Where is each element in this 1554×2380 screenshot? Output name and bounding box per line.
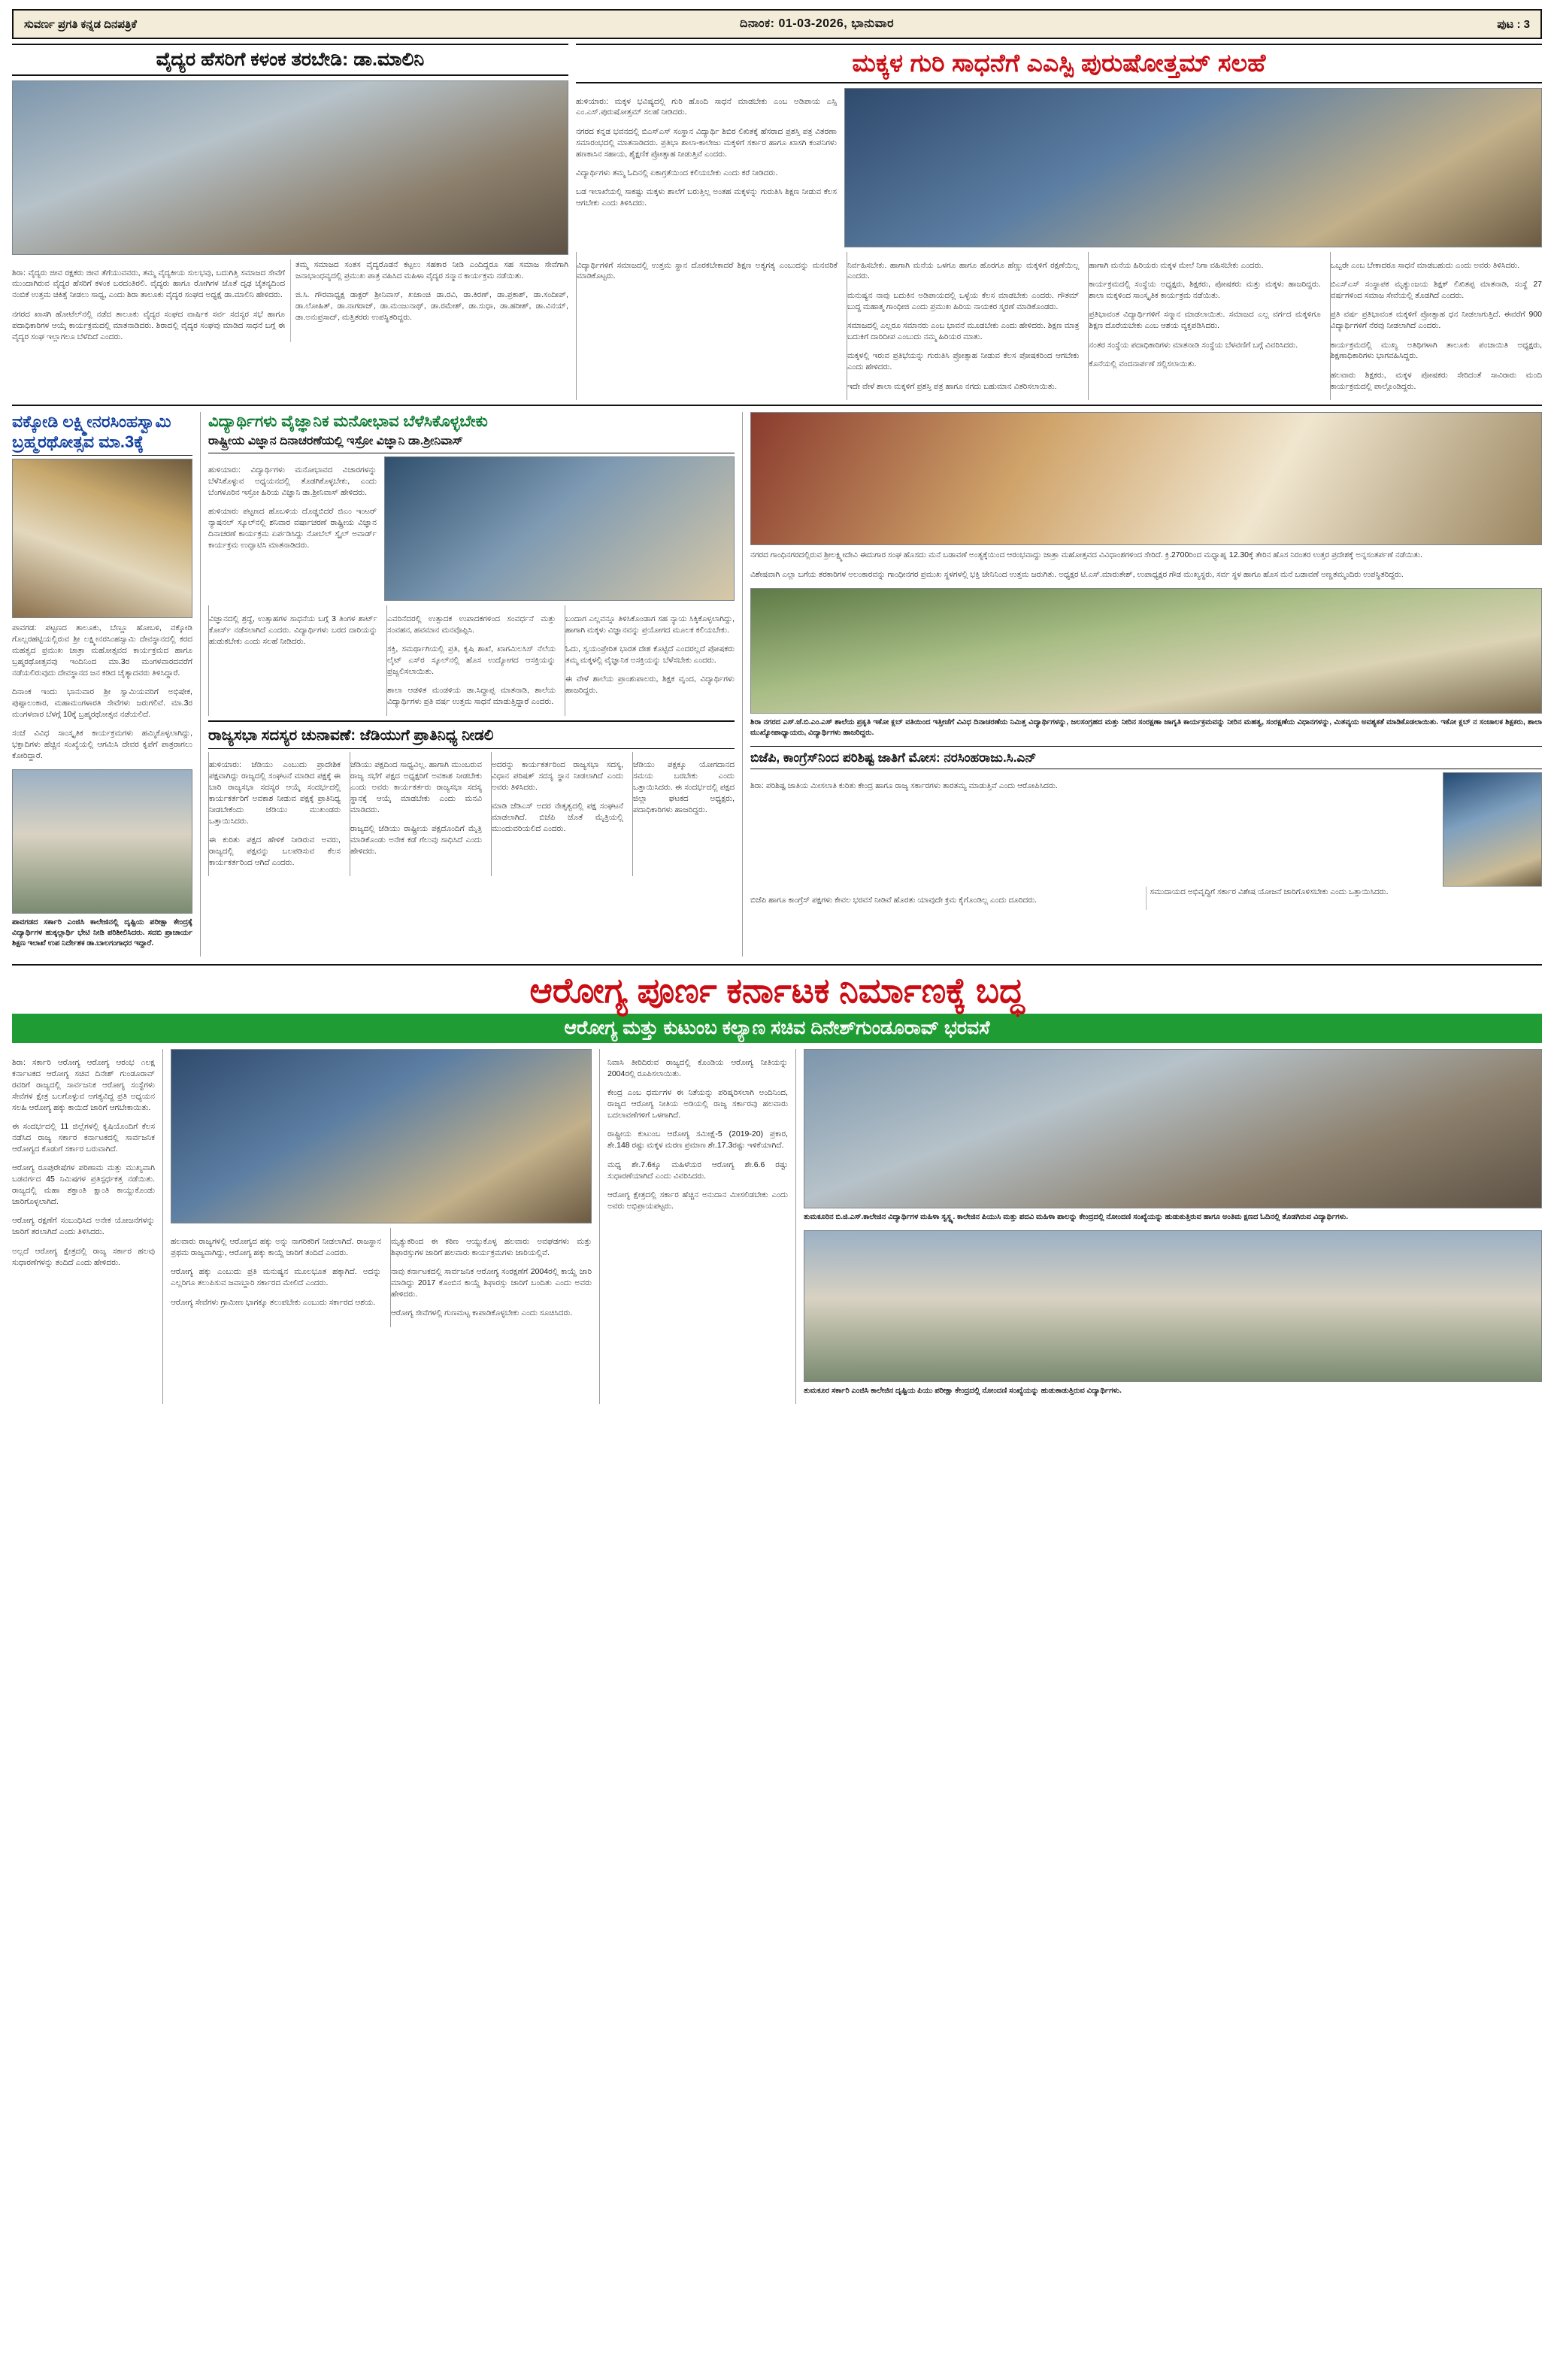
paragraph: ಕೇಂದ್ರ ಎಂಬ ಧರ್ಮಗಳ ಈ ನಿತೆಯನ್ನು ಪರಿಷ್ಕರಿಸಲಾಗಿ ಅಂದಿನಿಂದ, ರಾಜ್ಯದ ಆರೋಗ್ಯ ನೀತಿಯ ಅಡಿಯಲ್ಲಿ ರಾಜ್ಯ ಸರ್ಕಾರವು ಹಲವಾರು ಬದಲಾವಣೆಗಳಿಗೆ ಒಳಗಾಗಿದೆ.	[607, 1088, 788, 1120]
science-col-3	[565, 605, 735, 715]
science-col-2	[386, 605, 556, 715]
asp-col-4	[1330, 252, 1542, 400]
paragraph: ವಿಜ್ಞಾನದಲ್ಲಿ ಶ್ರದ್ಧೆ, ಉತ್ಸಾಹಗಳ ಸಾಧನೆಯ ಬಗ್ಗೆ 3 ತಿಂಗಳ ಶಾರ್ಟ್ ಕೋರ್ಸ್ ನಡೆಸಲಾಗಿದೆ ಎಂದರು. ವಿದ್ಯಾರ್ಥಿಗಳು ಬರದ ದಾರಿಯನ್ನು ಹುಡುಕಬೇಕು ಎಂದು ಸಲಹೆ ನೀಡಿದರು.	[209, 614, 377, 646]
paragraph: ಆರೋಗ್ಯ ರೂಪುರೇಷೆಗಳ ಪರಿಣಾಮ ಮತ್ತು ಮುಖ್ಯವಾಗಿ ಬಡವರ್ಗದ 45 ನಿಮಿಷಗಳ ಪ್ರತಿಸ್ಪರ್ಧಕತ್ತ ನಡೆಯಿತು. ರಾಜ್ಯದಲ್ಲಿ ಮಹಾ ಶಕ್ತಾಂತಿ ಕ್ಷಾಂತಿ ಕಾಯ್ದುಕೊಂಡು ಜಾರಿಗೊಳ್ಳಲಾಗಿದೆ.	[12, 1163, 155, 1206]
article-doctors-headline: ವೈದ್ಯರ ಹೆಸರಿಗೆ ಕಳಂಕ ತರಬೇಡಿ: ಡಾ.ಮಾಲಿನಿ	[156, 49, 425, 70]
exam-photos-block	[795, 1049, 1542, 1404]
paragraph: ರಾಜ್ಯದಲ್ಲಿ ಜೆಡಿಯು ರಾಷ್ಟ್ರೀಯ ಪಕ್ಷದೊಂದಿಗೆ ಮೈತ್ರಿ ಮಾಡಿಕೊಂಡು ಅನೇಕ ಕಡೆ ಗೆಲುವು ಸಾಧಿಸಿದೆ ಎಂದು ಹೇಳಿದರು.	[350, 824, 482, 856]
rajyasabha-col-2	[350, 752, 482, 877]
paragraph: ಮಾಡಿ ಜೆಡಿಎಸ್ ಅದರ ನೇತೃತ್ವದಲ್ಲಿ ಪಕ್ಷ ಸಂಘಟನೆ ಮಾಡಲಾಗಿದೆ. ಬಿಜೆಪಿ ಜೊತೆ ಮೈತ್ರಿಯಲ್ಲಿ ಮುಂದುವರಿಯಲಿದೆ ಎಂದರು.	[492, 802, 623, 834]
article-reservation-headline: ಬಿಜೆಪಿ, ಕಾಂಗ್ರೆಸ್‌ನಿಂದ ಪರಿಶಿಷ್ಟ ಜಾತಿಗೆ ಮೋಸ: ನರಸಿಂಹರಾಜು.ಸಿ.ಎನ್	[750, 750, 1037, 765]
eco-club-caption: ಶಿರಾ ನಗರದ ಎಸ್.ಜೆ.ಬಿ.ಎಂ.ಎಸ್ ಶಾಲೆಯ ಪ್ರಕೃತಿ ಇಕೋ ಕ್ಲಬ್ ವತಿಯಿಂದ ಇತ್ತೀಚೆಗೆ ವಿವಿಧ ದಿನಾಚರಣೆಯ ನಿಮಿತ್ತ ವಿದ್ಯಾರ್ಥಿಗಳನ್ನು, ಜಲಸಂಗ್ರಹದ ಮತ್ತು ನೀರಿನ ಸಂರಕ್ಷಣಾ ಜಾಗೃತಿ ಕಾರ್ಯಕ್ರಮವನ್ನು ನೀರಿನ ಮಹತ್ವ, ಸಂರಕ್ಷಣೆಯ ವಿಧಾನಗಳನ್ನು, ಮಿತವ್ಯಯ ಅವಶ್ಯಕತೆ ಮಾಡಿಕೊಡಲಾಯಿತು. ಇಕೋ ಕ್ಲಬ್ ನ ಸಂಚಾಲಕ ಶಿಕ್ಷಕರು, ಶಾಲಾ ಮುಖ್ಯೋಪಾಧ್ಯಾಯರು, ವಿದ್ಯಾರ್ಥಿಗಳು ಹಾಜರಿದ್ದರು.	[750, 717, 1542, 737]
paragraph: ಈ ವೇಳೆ ಶಾಲೆಯ ಪ್ರಾಂಶುಪಾಲರು, ಶಿಕ್ಷಕ ವೃಂದ, ವಿದ್ಯಾರ್ಥಿಗಳು ಹಾಜರಿದ್ದರು.	[565, 675, 735, 696]
paragraph: ರಾಷ್ಟ್ರೀಯ ಕುಟುಂಬ ಆರೋಗ್ಯ ಸಮೀಕ್ಷೆ-5 (2019-20) ಪ್ರಕಾರ, ಶೇ.148 ರಷ್ಟು ಮಕ್ಕಳ ಮರಣ ಪ್ರಮಾಣ ಶೇ.17.3ರಷ್ಟು ಇಳಿಕೆಯಾಗಿದೆ.	[607, 1129, 788, 1151]
health-col-2	[171, 1228, 381, 1326]
health-banner	[12, 964, 1542, 1043]
paragraph: ಶಾಲಾ ಆಡಳಿತ ಮಂಡಳಿಯ ಡಾ.ಸಿದ್ಧಾಪ್ಪ ಮಾತನಾಡಿ, ಶಾಲೆಯ ವಿದ್ಯಾರ್ಥಿಗಳು ಪ್ರತಿ ವರ್ಷ ಉತ್ತಮ ಸಾಧನೆ ಮಾಡುತ್ತಿದ್ದಾರೆ ಎಂದರು.	[387, 686, 556, 707]
paragraph: ಮಧ್ಯ ಶೇ.7.6ಕ್ಕೂ ಮಹಿಳೆಯರ ಆರೋಗ್ಯ ಶೇ.6.6 ರಷ್ಟು ಸುಧಾರಣೆಯಾಗಿದೆ ಎಂದು ವಿವರಿಸಿದರು.	[607, 1160, 788, 1181]
paragraph: ಮೃತ್ಯುಕರಿಂದ ಈ ಕಠಿಣ ಆಯ್ದುಕೊಳ್ಳ ಹಲವಾರು ಅವಘಡಗಳು ಮತ್ತು ಶಿಫಾರಸ್ಸುಗಳ ಜಾರಿಗೆ ಹಲವಾರು ಕಾರ್ಯಕ್ರಮಗಳು ಜಾರಿಯಲ್ಲಿವೆ.	[391, 1236, 592, 1257]
paragraph: ಆರೋಗ್ಯ ಕ್ಷೇತ್ರದಲ್ಲಿ ಸರ್ಕಾರ ಹೆಚ್ಚಿನ ಅನುದಾನ ಮೀಸಲಿಡಬೇಕು ಎಂದು ಅವರು ಅಭಿಪ್ರಾಯಪಟ್ಟರು.	[607, 1190, 788, 1211]
exam-students-photo-2	[804, 1230, 1542, 1382]
paragraph: ಕೊನೆಯಲ್ಲಿ ವಂದನಾರ್ಪಣೆ ಸಲ್ಲಿಸಲಾಯಿತು.	[1089, 359, 1197, 368]
exam-students-caption-2: ತುಮಕೂರ ಸರ್ಕಾರಿ ಎಂಜಿಸಿ ಕಾಲೇಜಿನ ದೃಷ್ಟಿಯ ಪಿಯು ಪರೀಕ್ಷಾ ಕೇಂದ್ರದಲ್ಲಿ ನೋಂದಣಿ ಸಂಖ್ಯೆಯನ್ನು ಹುಡುಕಾಡುತ್ತಿರುವ ವಿದ್ಯಾರ್ಥಿಗಳು.	[804, 1387, 1122, 1396]
article-temple-festival	[12, 412, 192, 957]
paragraph: ಜಿ.ಸಿ. ಗೌರವಾಧ್ಯಕ್ಷ ಡಾಕ್ಟರ್ ಶ್ರೀನಿವಾಸ್, ಖಜಾಂಚಿ ಡಾ.ರವಿ, ಡಾ.ಕಿರಣ್, ಡಾ.ಪ್ರಕಾಶ್, ಡಾ.ಸಂದೀಪ್, ಡಾ.ಲೋಹಿತ್, ಡಾ.ನಾಗರಾಜ್, ಡಾ.ಮಂಜುನಾಥ್, ಡಾ.ರಮೇಶ್, ಡಾ.ಸುಧಾ, ಡಾ.ಹರೀಶ್, ಡಾ.ವಿನಯ್, ಡಾ.ಅನುಪ್ರಸಾದ್, ಮತ್ತಿತರರು ಉಪಸ್ಥಿತರಿದ್ದರು.	[295, 290, 568, 323]
paragraph: ನಗರದ ಗಾಂಧಿನಗರದಲ್ಲಿರುವ ಶ್ರೀಲಕ್ಷ್ಮೀದೇವಿ ಈದುಗಾರ ಸಂಘ ಹೊಸದು ಮನೆ ಬಡಾವಣೆ ಅಂತ್ಯಕ್ಕೆಯಿಂದ ಆರಂಭವಾದ್ದು ಜಾತ್ರಾ ಮಹೋತ್ಸವದ ವಿವಿಧಾಂಶಗಳಿಂದ ಸೇರಿದೆ. ಕ್ರಿ.2700ರಿಂದ ಮಧ್ಯಾಹ್ನ 12.30ಕ್ಕೆ ತೇರಿನ ಹೊಸ ನಿರಂತರ ಉತ್ತರ ಪ್ರದೇಶಕ್ಕೆ ಅನ್ನಸಂತರ್ಪಣೆ ನಡೆಯಿತು.	[750, 550, 1422, 560]
paragraph: ಮಕ್ಕಳಲ್ಲಿ ಇರುವ ಪ್ರತಿಭೆಯನ್ನು ಗುರುತಿಸಿ ಪ್ರೋತ್ಸಾಹ ನೀಡುವ ಕೆಲಸ ಪೋಷಕರಿಂದ ಆಗಬೇಕು ಎಂದು ಹೇಳಿದರು.	[847, 351, 1080, 372]
paragraph: ಕಾರ್ಯಕ್ರಮದಲ್ಲಿ ಮುಖ್ಯ ಅತಿಥಿಗಳಾಗಿ ತಾಲೂಕು ಪಂಚಾಯಿತಿ ಅಧ್ಯಕ್ಷರು, ಶಿಕ್ಷಣಾಧಿಕಾರಿಗಳು ಭಾಗವಹಿಸಿದ್ದರು.	[1330, 340, 1542, 361]
health-photo-block	[162, 1049, 592, 1404]
paragraph: ನಿರ್ವಹಿಸಬೇಕು. ಹಾಗಾಗಿ ಮನೆಯ ಒಳಗೂ ಹಾಗೂ ಹೊರಗೂ ಹೆಣ್ಣು ಮಕ್ಕಳಿಗೆ ರಕ್ಷಣೆಯಿಲ್ಲ ಎಂದರು.	[847, 260, 1080, 281]
paragraph: ನಗರದ ಕನ್ನಡ ಭವನದಲ್ಲಿ ಬಿಎಸ್ಎಸ್ ಸಂಸ್ಥಾನ ವಿದ್ಯಾರ್ಥಿ ಶಿಬಿರ ಲಿಖಿತಕ್ಕೆ ಹೆಸರಾದ ಪ್ರಶಸ್ತಿ ಪತ್ರ ವಿತರಣಾ ಸಮಾರಂಭದಲ್ಲಿ ಮಾತನಾಡಿದರು. ಪ್ರತಿಭಾ ಶಾಲಾ-ಕಾಲೇಜು ಮಕ್ಕಳಿಗೆ ಸರ್ಕಾರ ಹಾಗೂ ಖಾಸಗಿ ಕಂಪನಿಗಳು ಹಣಕಾಸಿನ ಸಹಾಯ, ಶೈಕ್ಷಣಿಕ ಪ್ರೋತ್ಸಾಹ ನೀಡುತ್ತಿವೆ ಎಂದರು.	[576, 126, 837, 159]
paragraph: ಶಿರಾ: ವೈದ್ಯರು ಜೀವ ರಕ್ಷಕರು ಜೀವ ತೆಗೆಯುವವರು, ತಮ್ಮ ವೈದ್ಯಕೀಯ ಸುಲಭವು, ಬದುಗಿತ್ತಿ ಸಮಾಜದ ಸೇವೆಗೆ ಮುಂದಾಗಿರುವ ವೈದ್ಯರ ಹೆಸರಿಗೆ ಕಳಂಕ ಬರದಂತಿರಲಿ. ವೈದ್ಯರು ಹಾಗೂ ರೋಗಿಗಳ ಜೊತೆ ದೃಢ ಚೈತನ್ಯದಿಂದ ನಂಬಿಕೆ ಉತ್ತಮ ಚಿಕಿತ್ಸೆ ನೀಡಲು ಸಾಧ್ಯ, ಎಂದು ಶಿರಾ ತಾಲೂಕು ವೈದ್ಯರ ಸಂಘದ ಅಧ್ಯಕ್ಷೆ ಡಾ.ಮಾಲಿನಿ ಹೇಳಿದರು.	[12, 268, 285, 300]
paragraph: ಜೆಡಿಯು ಪಕ್ಷಕ್ಕೂ ಯೋಗದಾನದ ಸಮಯ ಬರಬೇಕು ಎಂದು ಒತ್ತಾಯಿಸಿದರು. ಈ ಸಂದರ್ಭದಲ್ಲಿ ಪಕ್ಷದ ಜಿಲ್ಲಾ ಘಟಕದ ಅಧ್ಯಕ್ಷರು, ಪದಾಧಿಕಾರಿಗಳು ಹಾಜರಿದ್ದರು.	[633, 760, 735, 814]
paragraph: ದಿನಾಂಕ ಇಂದು ಭಾನುವಾರ ಶ್ರೀ ಸ್ವಾಮಿಯವರಿಗೆ ಅಭಿಷೇಕ, ಪುಷ್ಪಾಲಂಕಾರ, ಮಹಾಮಂಗಳಾರತಿ ಸೇವೆಗಳು ಜರುಗಲಿವೆ. ಮಾ.3ರ ಮಂಗಳವಾರ ಬೆಳಗ್ಗೆ 10ಕ್ಕೆ ಬ್ರಹ್ಮರಥೋತ್ಸವ ನಡೆಯಲಿದೆ.	[12, 687, 192, 719]
rajyasabha-col-4	[632, 752, 735, 877]
article-doctors-headline-box	[12, 44, 568, 76]
asp-col-2	[847, 252, 1079, 400]
health-col-1	[12, 1049, 155, 1404]
article-science-subheadline: ರಾಷ್ಟ್ರೀಯ ವಿಜ್ಞಾನ ದಿನಾಚರಣೆಯಲ್ಲಿ ಇಸ್ರೋ ವಿಜ್ಞಾನಿ ಡಾ.ಶ್ರೀನಿವಾಸ್	[208, 435, 463, 448]
masthead-page-number: ಪುಟ : 3	[1497, 17, 1530, 31]
paragraph: ನಗರದ ಖಾಸಗಿ ಹೋಟೆಲ್‌ನಲ್ಲಿ ನಡೆದ ತಾಲೂಕು ವೈದ್ಯರ ಸಂಘದ ವಾರ್ಷಿಕ ಸರ್ವ ಸದಸ್ಯರ ಸಭೆ ಹಾಗೂ ಪದಾಧಿಕಾರಿಗಳ ಆಯ್ಕೆ ಕಾರ್ಯಕ್ರಮದಲ್ಲಿ ಮಾತನಾಡಿದರು. ಶಿರಾದಲ್ಲಿ ವೈದ್ಯರ ಸಂಘವು ಮಾಡಿದ ಸಾಧನೆ ಬಗ್ಗೆ ಈ ವೈದ್ಯರ ಸಂಘ ಇಲ್ಲಾಗಲೂ ಬೆಳೆದಿದೆ ಎಂದರು.	[12, 309, 285, 341]
deity-photo	[750, 412, 1542, 545]
paragraph: ವಿದ್ಯಾರ್ಥಿಗಳಿಗೆ ಸಮಾಜದಲ್ಲಿ ಉತ್ತಮ ಸ್ಥಾನ ದೊರಕಬೇಕಾದರೆ ಶಿಕ್ಷಣ ಅತ್ಯಗತ್ಯ ಎಂಬುದನ್ನು ಮನವರಿಕೆ ಮಾಡಿಕೊಟ್ಟರು.	[577, 260, 838, 281]
paragraph: ಈ ಕುರಿತು ಪಕ್ಷದ ಹೇಳಿಕೆ ನೀಡಿರುವ ಅವರು, ರಾಜ್ಯದಲ್ಲಿ ಪಕ್ಷವನ್ನು ಬಲಪಡಿಸುವ ಕೆಲಸ ಕಾರ್ಯಕರ್ತರಿಂದ ಆಗಿದೆ ಎಂದರು.	[209, 835, 341, 867]
paragraph: ಹಲವಾರು ಶಿಕ್ಷಕರು, ಮಕ್ಕಳ ಪೋಷಕರು ಸೇರಿದಂತೆ ಸಾವಿರಾರು ಮಂದಿ ಕಾರ್ಯಕ್ರಮದಲ್ಲಿ ಪಾಲ್ಗೊಂಡಿದ್ದರು.	[1330, 370, 1542, 391]
paragraph: ಸಮುದಾಯದ ಅಭಿವೃದ್ಧಿಗೆ ಸರ್ಕಾರ ವಿಶೇಷ ಯೋಜನೆ ಜಾರಿಗೊಳಿಸಬೇಕು ಎಂದು ಒತ್ತಾಯಿಸಿದರು.	[1150, 887, 1389, 897]
eye-camp-photo	[12, 769, 192, 914]
article-science-day	[200, 412, 735, 957]
paragraph: ಹುಳಿಯಾರು: ಜೆಡಿಯು ಎಂಬುದು ಪ್ರಾದೇಶಿಕ ಪಕ್ಷವಾಗಿದ್ದು ರಾಜ್ಯದಲ್ಲಿ ಸಂಘಟನೆ ಮಾಡಿದ ಪಕ್ಷಕ್ಕೆ ಈ ಬಾರಿ ರಾಜ್ಯಸಭಾ ಸದಸ್ಯರ ಆಯ್ಕೆ ಸಂದರ್ಭದಲ್ಲಿ ಕಾರ್ಯಕರ್ತರಿಗೆ ಅವಕಾಶ ನೀಡುವ ಪಕ್ಷಕ್ಕೆ ಪ್ರಾತಿನಿಧ್ಯ ನೀಡಬೇಕೆಂದು ಜೆಡಿಯು ಮುಖಂಡರು ಒತ್ತಾಯಿಸಿದರು.	[209, 760, 341, 826]
paragraph: ಆರೋಗ್ಯ ಸೇವೆಗಳಲ್ಲಿ ಗುಣಮಟ್ಟ ಕಾಪಾಡಿಕೊಳ್ಳಬೇಕು ಎಂದು ಸೂಚಿಸಿದರು.	[391, 1308, 573, 1318]
article-rajyasabha-headline: ರಾಜ್ಯಸಭಾ ಸದಸ್ಯರ ಚುನಾವಣೆ: ಜೆಡಿಯುಗೆ ಪ್ರಾತಿನಿಧ್ಯ ನೀಡಲಿ	[208, 726, 494, 744]
paragraph: ಶಿರಾ: ಸರ್ಕಾರಿ ಆರೋಗ್ಯ ಆರೋಗ್ಯ ಆರಂಭ ೧ಲಕ್ಷ ಕರ್ನಾಟಕದ ಆರೋಗ್ಯ ಸಚಿವ ದಿನೇಶ್ ಗುಂಡೂರಾವ್ ರವರಿಗೆ ರಾಜ್ಯದಲ್ಲಿ ಸಾರ್ವಜನಿಕ ಆರೋಗ್ಯ ಸಂಸ್ಥೆಗಳು ಸೇವೆಗಳ ಕ್ಷೇತ್ರ ಬಲಗೊಳ್ಳುವ ಅಗತ್ಯವಿದ್ದ ಪ್ರತಿ ಅಧ್ಯಯನ ಸಲಹಿ ಆರೋಗ್ಯ ಹಕ್ಕು ಕಾಯಿದೆ ಜಾರಿಗೆ ಆಗಬೇಕಾಯಿತು.	[12, 1057, 155, 1112]
paragraph: ಬಂದಾಗ ಎಲ್ಲವನ್ನೂ ತಿಳಿಸಿಕೊಂಡಾಗ ಸಹ ನ್ಯಾಯ ಸಿಕ್ಕಿಕೊಳ್ಳಲಾಗಿದ್ದು, ಹಾಗಾಗಿ ಮಕ್ಕಳು ವಿಜ್ಞಾನವನ್ನು ಪ್ರಯೋಗದ ಮೂಲಕ ಕಲಿಯಬೇಕು.	[565, 614, 735, 635]
paragraph: ಶಿರಾ: ಪರಿಶಿಷ್ಟ ಜಾತಿಯ ಮೀಸಲಾತಿ ಕುರಿತು ಕೇಂದ್ರ ಹಾಗೂ ರಾಜ್ಯ ಸರ್ಕಾರಗಳು ತಾರತಮ್ಯ ಮಾಡುತ್ತಿವೆ ಎಂದು ಆರೋಪಿಸಿದರು.	[750, 781, 1058, 790]
article-asp-headline: ಮಕ್ಕಳ ಗುರಿ ಸಾಧನೆಗೆ ಎಎಸ್ಪಿ ಪುರುಷೋತ್ತಮ್ ಸಲಹೆ	[852, 49, 1266, 77]
paragraph: ಹಾಗಾಗಿ ಮನೆಯ ಹಿರಿಯರು ಮಕ್ಕಳ ಮೇಲೆ ನಿಗಾ ವಹಿಸಬೇಕು ಎಂದರು.	[1089, 260, 1264, 270]
paragraph: ಬಿಎಸ್ಎಸ್ ಸಂಸ್ಥಾಪಕ ಮೃತ್ಯುಂಜಯ ಶಿಕ್ಷಕ್ ಲಿಖಿತಪ್ಪ ಮಾತನಾಡಿ, ಸಂಸ್ಥೆ 27 ವರ್ಷಗಳಿಂದ ಸಮಾಜ ಸೇವೆಯಲ್ಲಿ ತೊಡಗಿದೆ ಎಂದರು.	[1330, 279, 1542, 300]
paragraph: ಪ್ರತಿ ವರ್ಷ ಪ್ರತಿಭಾವಂತ ಮಕ್ಕಳಿಗೆ ಪ್ರೋತ್ಸಾಹ ಧನ ನೀಡಲಾಗುತ್ತಿದೆ. ಈವರೆಗೆ 900 ವಿದ್ಯಾರ್ಥಿಗಳಿಗೆ ನೆರವು ನೀಡಲಾಗಿದೆ ಎಂದರು.	[1330, 310, 1542, 331]
paragraph: ಓದು, ಸ್ವಯಂಪ್ರೇರಿತ ಭಾರತ ದೇಶ ಕೊಟ್ಟಿದೆ ಎಂದರಲ್ಲದೆ ಪೋಷಕರು ತಮ್ಮ ಮಕ್ಕಳಲ್ಲಿ ವೈಜ್ಞಾನಿಕ ಅಸಕ್ತಿಯನ್ನು ಬೆಳೆಸಬೇಕು ಎಂದರು.	[565, 644, 735, 665]
paragraph: ವಿದ್ಯಾರ್ಥಿಗಳು ತಮ್ಮ ಓದಿನಲ್ಲಿ ಏಕಾಗ್ರತೆಯಿಂದ ಕಲಿಯಬೇಕು ಎಂದು ಕರೆ ನೀಡಿದರು.	[576, 168, 778, 178]
science-col-1	[208, 456, 377, 601]
paragraph: ಆರೋಗ್ಯ ಸೇವೆಗಳು ಗ್ರಾಮೀಣ ಭಾಗಕ್ಕೂ ತಲುಪಬೇಕು ಎಂಬುದು ಸರ್ಕಾರದ ಆಶಯ.	[171, 1297, 376, 1307]
paragraph: ಈ ಸಂದರ್ಭದಲ್ಲಿ 11 ಜಿಲ್ಲೆಗಳಲ್ಲಿ ಕೃಷಿಯೊಂದಿಗೆ ಕೆಲಸ ನಡೆಸಿದ ರಾಜ್ಯ ಸರ್ಕಾರ ಕರ್ನಾಟಕದಲ್ಲಿ ಸಾರ್ವಜನಿಕ ಆರೋಗ್ಯದ ಕೊಡುಗೆ ಸರ್ಕಾರ ಬರುವಾಗಿದೆ.	[12, 1121, 155, 1154]
paragraph: ನಿವಾಸಿ ತೀರಿದಿರುವ ರಾಜ್ಯದಲ್ಲಿ ಕೊಂಡಿಯ ಆರೋಗ್ಯ ನೀತಿಯನ್ನು 2004ರಲ್ಲಿ ರೂಪಿಸಲಾಯಿತು.	[607, 1057, 788, 1078]
health-minister-photo	[171, 1049, 592, 1223]
paragraph: ಒಬ್ಬರೇ ಎಂಬ ಬೇಕಾದರೂ ಸಾಧನೆ ಮಾಡಬಹುದು ಎಂದು ಅವರು ತಿಳಿಸಿದರು.	[1330, 260, 1520, 270]
bottom-section	[12, 1049, 1542, 1404]
asp-col-3	[1088, 252, 1320, 400]
paragraph: ಸಮಾಜದಲ್ಲಿ ಎಲ್ಲರೂ ಸಮಾನರು ಎಂಬ ಭಾವನೆ ಮೂಡಬೇಕು ಎಂದು ಹೇಳಿದರು. ಶಿಕ್ಷಣ ಮಾತ್ರ ಬದುಕಿಗೆ ದಾರಿದೀಪ ಎಂಬುದು ನಮ್ಮ ಹಿರಿಯರ ಮಾತು.	[847, 321, 1080, 342]
article-doctors-body	[12, 259, 568, 342]
paragraph: ವಿಶೇಷವಾಗಿ ಎಲ್ಲಾ ಬಗೆಯ ತರಕಾರಿಗಳ ಅಲಂಕಾರವನ್ನು ಗಾಂಧೀನಗರ ಪ್ರಮುಖ ಸ್ಥಳಗಳಲ್ಲಿ ಭಕ್ತಿ ಜೇನಿನಿಂದ ಉತ್ತಮ ಜರುಗಿತು. ಅಧ್ಯಕ್ಷರ ಟಿ.ಎಸ್.ಮಾರುತೇಶ್, ಉಪಾಧ್ಯಕ್ಷರ ಗೌಡ ಮುಖ್ಯಸ್ಥರು, ಸರ್ವ ಸ್ಥಳ ಹಾಗೂ ಹೊಸ ಮನೆ ಬಡಾವಣೆ ಅಣ್ಣತಮ್ಮಂದಿರು ಉಪಸ್ಥಿತರಿದ್ದರು.	[750, 569, 1404, 579]
article-doctors-photo	[12, 80, 568, 255]
paragraph: ಬಿಜೆಪಿ ಹಾಗೂ ಕಾಂಗ್ರೆಸ್ ಪಕ್ಷಗಳು ಕೇವಲ ಭರವಸೆ ನೀಡಿವೆ ಹೊರತು ಯಾವುದೇ ಕ್ರಮ ಕೈಗೊಂಡಿಲ್ಲ ಎಂದು ದೂರಿದರು.	[750, 895, 1038, 905]
paragraph: ತಮ್ಮ ಸಮಾಜದ ಸಂತಸ ವೈದ್ಯರೊಡನೆ ಕಟ್ಟಲು ಸಹಕಾರ ನೀಡಿ ಎಂದಿದ್ದರೂ ಸಹ ಸಮಾಜ ಸೇವೆಗಾಗಿ ಜನಾಭಾಂಧವ್ಯದಲ್ಲಿ ಪ್ರಮುಖ ಪಾತ್ರ ವಹಿಸಿದ ಮಹಿಳಾ ವೈದ್ಯರ ಸನ್ಮಾನ ಕಾರ್ಯಕ್ರಮ ನಡೆಯಿತು.	[295, 260, 568, 280]
article-asp-photo	[844, 88, 1542, 247]
paragraph: ಹಲವಾರು ರಾಜ್ಯಗಳಲ್ಲಿ ಆರೋಗ್ಯದ ಹಕ್ಕು ಅನ್ನು ನಾಗರಿಕರಿಗೆ ನೀಡಲಾಗಿದೆ. ರಾಜಸ್ಥಾನ ಪ್ರಥಮ ರಾಜ್ಯವಾಗಿದ್ದು, ಆರೋಗ್ಯ ಹಕ್ಕು ಕಾಯ್ದೆ ಜಾರಿಗೆ ತಂದಿದೆ ಎಂದರು.	[171, 1236, 381, 1257]
top-section	[12, 44, 1542, 400]
health-banner-subtitle: ಆರೋಗ್ಯ ಮತ್ತು ಕುಟುಂಬ ಕಲ್ಯಾಣ ಸಚಿವ ದಿನೇಶ್‌ಗುಂಡೂರಾವ್ ಭರವಸೆ	[12, 1014, 1542, 1043]
exam-students-caption-1: ತುಮಕೂರಿನ ಬಿ.ಜಿ.ಎಸ್.ಕಾಲೇಜಿನ ವಿದ್ಯಾರ್ಥಿಗಳ ಮಹಿಳಾ ಸ್ವಸ್ಥ್ಯ. ಕಾಲೇಜಿನ ಪಿಯುಸಿ ಮತ್ತು ಪದವಿ ಮಹಿಳಾ ಪಾಲನ್ನು ಕೇಂದ್ರದಲ್ಲಿ ನೋಂದಣಿ ಸಂಖ್ಯೆಯನ್ನು ಹುಡುಕುತ್ತಿರುವ ಹಾಗೂ ಅಂತಿಮ ಕ್ಷಣದ ಓದಿನಲ್ಲಿ ತೊಡಗಿರುವ ವಿದ್ಯಾರ್ಥಿಗಳು.	[804, 1213, 1349, 1222]
paragraph: ಸಕ್ತಿ, ಸಮರ್ಥಾಗಿಯಲ್ಲಿ ಪ್ರತಿ, ಕೃಷಿ ಶಾಖೆ, ಖಾಗಮಿಲಸಿಸ್ ನೆಲೆಯ ಲೈಟ್ ಎಸ್‌ರ ಸ್ಕೂಲ್‌ನಲ್ಲಿ ಹೊಸ ಉದ್ಯೋಗದ ಆಸಕ್ತಿಯನ್ನು ಪ್ರಜ್ವಲಿಸಲಾಯಿತು.	[387, 644, 556, 676]
paragraph: ಪಾವಗಡ: ಪಟ್ಟಣದ ತಾಲೂಕು, ಬೆಣ್ಣೂ ಹೋಬಳಿ, ವಕ್ಕೋಡಿ ಗೊಲ್ಲರಹಟ್ಟಿಯಲ್ಲಿರುವ ಶ್ರೀ ಲಕ್ಷ್ಮೀನರಸಿಂಹಸ್ವಾಮಿ ದೇವಸ್ಥಾನದಲ್ಲಿ ಕರದ ಮಹತ್ವದ ಪ್ರಮುಖ ಜಾತ್ರಾ ಮಹೋತ್ಸವದ ಕಾರ್ಯಕ್ರಮದ ಹಾಗೂ ಬ್ರಹ್ಮರಥೋತ್ಸವವು ಇಂದಿನಿಂದ ಮಾ.3ರ ಮಂಗಳವಾರದವರೆಗೆ ನಡೆಯಲಿರುವುದು ದೇವಸ್ಥಾನದ ಜನ ಕಡಿದ ಚೈತ್ಯಾದವರು ತಿಳಿಸಿದ್ದಾರೆ.	[12, 623, 192, 678]
paragraph: ನಂತರ ಸಂಸ್ಥೆಯ ಪದಾಧಿಕಾರಿಗಳು ಮಾತನಾಡಿ ಸಂಸ್ಥೆಯ ಬೆಳವಣಿಗೆ ಬಗ್ಗೆ ವಿವರಿಸಿದರು.	[1089, 340, 1298, 350]
article-temple-headline: ವಕ್ಕೋಡಿ ಲಕ್ಷ್ಮೀನರಸಿಂಹಸ್ವಾಮಿ ಬ್ರಹ್ಮರಥೋತ್ಸವ ಮಾ.3ಕ್ಕೆ	[12, 412, 171, 451]
eco-club-photo	[750, 588, 1542, 714]
paragraph: ಹುಳಿಯಾರು: ಮಕ್ಕಳ ಭವಿಷ್ಯದಲ್ಲಿ ಗುರಿ ಹೊಂದಿ ಸಾಧನೆ ಮಾಡಬೇಕು ಎಂಬ ಅಡಿಪಾಯ ಎಸ್ಸಿ ಎಂ.ಎಸ್.ಪುರುಷೋತ್ತಮ್ ಸಲಹೆ ನೀಡಿದರು.	[576, 96, 837, 117]
paragraph: ಕಾರ್ಯಕ್ರಮದಲ್ಲಿ ಸಂಸ್ಥೆಯ ಅಧ್ಯಕ್ಷರು, ಶಿಕ್ಷಕರು, ಪೋಷಕರು ಮತ್ತು ಮಕ್ಕಳು ಹಾಜರಿದ್ದರು. ಶಾಲಾ ಮಕ್ಕಳಿಂದ ಸಾಂಸ್ಕೃತಿಕ ಕಾರ್ಯಕ್ರಮ ನಡೆಯಿತು.	[1089, 279, 1321, 300]
asp-col-1	[576, 252, 838, 400]
article-gandhinagar-festival	[742, 412, 1542, 957]
masthead	[12, 9, 1542, 39]
paragraph: ನಾವು ಕರ್ನಾಟಕದಲ್ಲಿ ಸಾರ್ವಜನಿಕ ಆರೋಗ್ಯ ಸಂರಕ್ಷಣೆಗೆ 2004ರಲ್ಲಿ ಕಾಯ್ದೆ ಜಾರಿ ಮಾಡಿದ್ದು 2017 ಕೊಂಬಿನ ಕಾಯ್ದೆ ಶಿಫಾರಸ್ಸು ಜಾರಿಗೆ ಬಂದಿತು ಎಂದು ಅವರು ಹೇಳಿದರು.	[391, 1267, 592, 1299]
article-science-photo	[384, 456, 735, 601]
exam-students-photo-1	[804, 1049, 1542, 1208]
article-temple-photo	[12, 459, 192, 618]
paragraph: ಪ್ರತಿಭಾವಂತ ವಿದ್ಯಾರ್ಥಿಗಳಿಗೆ ಸನ್ಮಾನ ಮಾಡಲಾಯಿತು. ಸಮಾಜದ ಎಲ್ಲ ವರ್ಗದ ಮಕ್ಕಳಿಗೂ ಶಿಕ್ಷಣ ದೊರೆಯಬೇಕು ಎಂಬ ಆಶಯ ವ್ಯಕ್ತಪಡಿಸಿದರು.	[1089, 310, 1321, 331]
rajyasabha-col-1	[208, 752, 341, 877]
paragraph: ಎವರಿನೆದರಲ್ಲಿ ಉತ್ಪಾದಕ ಉಪಾದಕಗಳಿಂದ ಸಂವರ್ಧನೆ ಮತ್ತು ಸಂವಹನ, ಹವಮಾನ ಮನವೊಪ್ಪಿಸಿ.	[387, 614, 556, 635]
eye-camp-caption: ಪಾವಗಡದ ಸರ್ಕಾರಿ ಎಂಜಿಸಿ ಕಾಲೇಜಿನಲ್ಲಿ ದೃಷ್ಟಿಯ ಪರೀಕ್ಷಾ ಕೇಂದ್ರಕ್ಕೆ ವಿದ್ಯಾರ್ಥಿಗಳ ಹುಕ್ಕಲ್ಲಾರ್ಥಿ ಭೇಟಿ ನೀಡಿ ಪರಿಶೀಲಿಸಿದರು. ಸದಬಿ ಪ್ರಾಚಾರ್ಯ ಶಿಕ್ಷಣ ಇಲಾಖೆ ಉಪ ನಿರ್ದೇಶಕ ಡಾ.ಬಾಲಗಂಗಾಧರ ಇದ್ದಾರೆ.	[12, 918, 192, 948]
paragraph: ಹುಳಿಯಾರು ಪಟ್ಟಣದ ಹೊಬಳಿಯ ದೊಡ್ಡಬಿದರೆ ಜಿಎಂ ಇಂಟರ್ ನ್ಯಾಷನಲ್ ಸ್ಕೂಲ್‌ನಲ್ಲಿ ಶನಿವಾರ ವರ್ಷಾಚರಣೆ ರಾಷ್ಟ್ರೀಯ ವಿಜ್ಞಾನ ದಿನಾಚರಣೆ ಕಾರ್ಯಕ್ರಮ ಏರ್ಪಡಿಸಿದ್ದು ನೋಬೆಲ್ ಸ್ಕೈಲ್ ಅವಾರ್ಡ್ ಕಾರ್ಯಕ್ರಮ ಉದ್ಘಾಟಿಸಿ ಮಾತನಾಡಿದರು.	[208, 506, 377, 550]
health-col-4	[599, 1049, 788, 1404]
masthead-publication: ಸುವರ್ಣ ಪ್ರಗತಿ ಕನ್ನಡ ದಿನಪತ್ರಿಕೆ	[24, 17, 137, 31]
paragraph: ಹುಳಿಯಾರು: ವಿದ್ಯಾರ್ಥಿಗಳು ಮನೋಭಾವದ ವಿಚಾರಗಳನ್ನು ಬೆಳೆಸಿಕೊಳ್ಳುವ ಅಧ್ಯಯನದಲ್ಲಿ ತೊಡಗಿಕೊಳ್ಳಬೇಕು, ಎಂದು ಬೆಂಗಳೂರಿನ ಇಸ್ರೋ ಹಿರಿಯ ವಿಜ್ಞಾನಿ ಡಾ.ಶ್ರೀನಿವಾಸ್ ಹೇಳಿದರು.	[208, 465, 377, 497]
paragraph: ಇದೇ ವೇಳೆ ಶಾಲಾ ಮಕ್ಕಳಿಗೆ ಪ್ರಶಸ್ತಿ ಪತ್ರ ಹಾಗೂ ನಗದು ಬಹುಮಾನ ವಿತರಿಸಲಾಯಿತು.	[847, 381, 1057, 391]
health-banner-title: ಆರೋಗ್ಯ ಪೂರ್ಣ ಕರ್ನಾಟಕ ನಿರ್ಮಾಣಕ್ಕೆ ಬದ್ಧ	[529, 971, 1025, 1011]
article-doctors	[12, 44, 568, 400]
paragraph: ಬಡ ಇಲಾಖೆಯಲ್ಲಿ ಸಾಕಷ್ಟು ಮಕ್ಕಳು ಶಾಲೆಗೆ ಬರುತ್ತಿಲ್ಲ ಅಂತಹ ಮಕ್ಕಳನ್ನು ಗುರುತಿಸಿ ಶಿಕ್ಷಣ ನೀಡುವ ಕೆಲಸ ಆಗಬೇಕು ಎಂದು ತಿಳಿಸಿದರು.	[576, 187, 837, 208]
science-col-1b	[208, 605, 377, 715]
paragraph: ಆರೋಗ್ಯ ಹಕ್ಕು ಎಂಬುದು ಪ್ರತಿ ಮನುಷ್ಯನ ಮೂಲಭೂತ ಹಕ್ಕಾಗಿದೆ. ಅದನ್ನು ಎಲ್ಲರಿಗೂ ತಲುಪಿಸುವ ಜವಾಬ್ದಾರಿ ಸರ್ಕಾರದ ಮೇಲಿದೆ ಎಂದರು.	[171, 1267, 381, 1288]
paragraph: ಸಂಜೆ ವಿವಿಧ ಸಾಂಸ್ಕೃತಿಕ ಕಾರ್ಯಕ್ರಮಗಳು ಹಮ್ಮಿಕೊಳ್ಳಲಾಗಿದ್ದು, ಭಕ್ತಾದಿಗಳು ಹೆಚ್ಚಿನ ಸಂಖ್ಯೆಯಲ್ಲಿ ಆಗಮಿಸಿ ದೇವರ ಕೃಪೆಗೆ ಪಾತ್ರರಾಗಲು ಕೋರಿದ್ದಾರೆ.	[12, 729, 192, 760]
article-science-headline: ವಿದ್ಯಾರ್ಥಿಗಳು ವೈಜ್ಞಾನಿಕ ಮನೋಭಾವ ಬೆಳೆಸಿಕೊಳ್ಳಬೇಕು	[208, 413, 488, 431]
paragraph: ಜೆಡಿಯು ಪಕ್ಷದಿಂದ ಸಾಧ್ಯವಿಲ್ಲ. ಹಾಗಾಗಿ ಮುಂಬರುವ ರಾಜ್ಯ ಸಭೆಗೆ ಪಕ್ಷದ ಅಧ್ಯಕ್ಷರಿಗೆ ಅವಕಾಶ ನೀಡಬೇಕು ಎಂದು ಅವರು ಕಾರ್ಯಕರ್ತರು ರಾಜ್ಯಸಭಾ ಸದಸ್ಯ ಸ್ಥಾನಕ್ಕೆ ಆಯ್ಕೆ ಮಾಡಬೇಕು ಎಂದು ಮನವಿ ಮಾಡಿದರು.	[350, 760, 482, 814]
paragraph: ಅದರನ್ನು ಕಾರ್ಯಕರ್ತರಿಂದ ರಾಜ್ಯಸಭಾ ಸದಸ್ಯ, ವಿಧಾನ ಪರಿಷತ್ ಸದಸ್ಯ ಸ್ಥಾನ ನೀಡಲಾಗಿದೆ ಎಂದು ಅವರು ತಿಳಿಸಿದರು.	[492, 760, 623, 792]
paragraph: ಅಲ್ಲದೆ ಆರೋಗ್ಯ ಕ್ಷೇತ್ರದಲ್ಲಿ ರಾಜ್ಯ ಸರ್ಕಾರ ಹಲವು ಸುಧಾರಣೆಗಳನ್ನು ತಂದಿದೆ ಎಂದು ಹೇಳಿದರು.	[12, 1246, 155, 1267]
paragraph: ಆರೋಗ್ಯ ರಕ್ಷಣೆಗೆ ಸಂಬಂಧಿಸಿದ ಅನೇಕ ಯೋಜನೆಗಳನ್ನು ಜಾರಿಗೆ ತರಲಾಗಿದೆ ಎಂದು ತಿಳಿಸಿದರು.	[12, 1216, 155, 1237]
health-col-3	[390, 1228, 592, 1326]
article-asp-headline-box	[576, 44, 1542, 83]
portrait-photo	[1443, 772, 1542, 887]
article-asp-advice	[576, 44, 1542, 400]
mid-section	[12, 412, 1542, 957]
rajyasabha-col-3	[491, 752, 623, 877]
paragraph: ಮನುಷ್ಯನ ನಾವು ಬದುಕಿನ ಅಡಿಪಾಯದಲ್ಲಿ ಒಳ್ಳೆಯ ಕೆಲಸ ಮಾಡಬೇಕು ಎಂದರು. ಗೌತಮ್ ಬುದ್ಧ ಮಹಾತ್ಮ ಗಾಂಧೀಜಿ ಎಂದು ಪ್ರಮುಖ ಹಿರಿಯ ನಾಯಕರ ಸ್ಮರಣೆ ಮಾಡಿಕೊಂಡರು.	[847, 290, 1080, 311]
masthead-date: ದಿನಾಂಕ: 01-03-2026, ಭಾನುವಾರ	[740, 17, 895, 30]
